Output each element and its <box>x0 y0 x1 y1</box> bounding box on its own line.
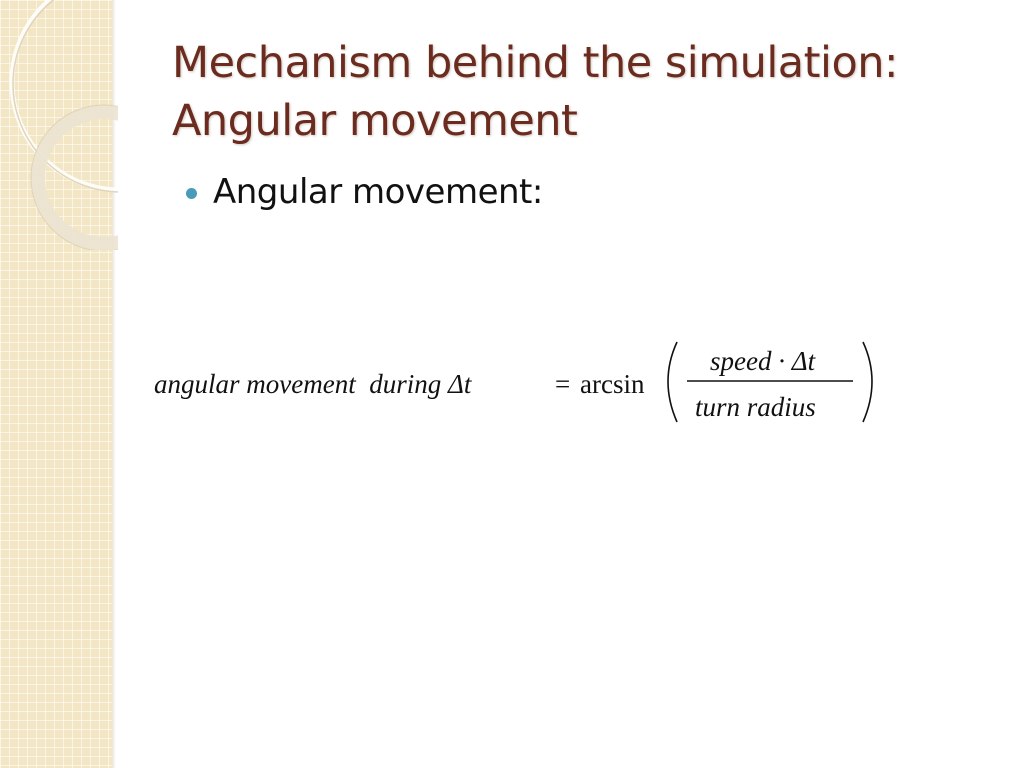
slide-title <box>172 34 972 150</box>
equation-function: arcsin <box>580 369 645 399</box>
bullet-dot-icon <box>186 188 197 199</box>
right-paren <box>863 342 872 422</box>
equation-numerator: speed · Δt <box>710 346 816 376</box>
equation-denominator: turn radius <box>695 392 816 422</box>
decorative-rings <box>0 0 118 250</box>
title-line-1: Mechanism behind the simulation: <box>172 38 899 88</box>
small-ring <box>38 112 118 244</box>
equation-equals: = <box>555 369 571 399</box>
equation-lhs: angular movement during Δt <box>154 369 472 399</box>
left-paren <box>668 342 677 422</box>
angular-movement-equation <box>150 336 890 436</box>
bullet-text: Angular movement: <box>213 172 543 212</box>
title-line-2: Angular movement <box>172 96 578 146</box>
bullet-item <box>186 172 543 212</box>
large-ring-shadow <box>13 0 118 192</box>
